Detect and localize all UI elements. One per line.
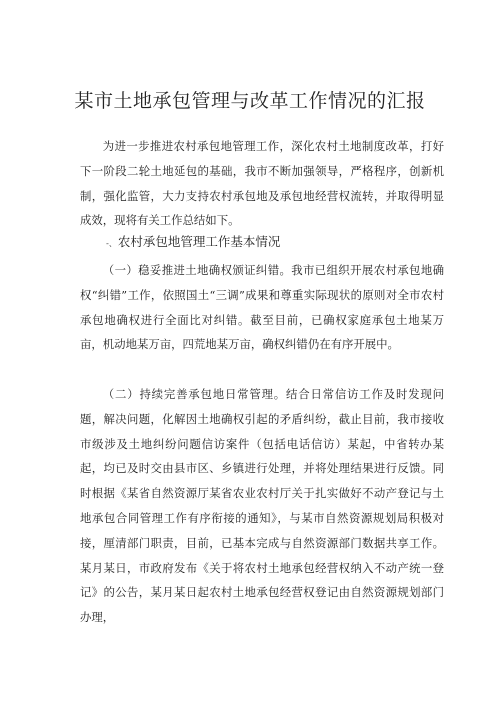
section-heading-text: 农村承包地管理工作基本情况 <box>117 234 281 249</box>
intro-paragraph: 为进一步推进农村承包地管理工作，深化农村土地制度改革，打好下一阶段二轮土地延包的基础，我市不断加强领导，严格程序，创新机制，强化监管，大力支持农村承包地及承包地经营权流转，并取得明显成效，现将有关工作总结如下。 <box>80 139 444 228</box>
document-title: 某市土地承包管理与改革工作情况的汇报 <box>74 90 426 112</box>
section-paragraph-1: （一）稳妥推进土地确权颁证纠错。我市已组织开展农村承包地确权“纠错”工作，依照国土“三调”成果和尊重实际现状的原则对全市农村承包地确权进行全面比对纠错。截至目前，已确权家庭承包土地某万亩，机动地某万亩，四荒地某万亩，确权纠错仍在有序开展中。 <box>80 263 444 352</box>
section-marker: -、 <box>106 239 117 248</box>
section-heading <box>106 232 280 250</box>
section-paragraph-2: （二）持续完善承包地日常管理。结合日常信访工作及时发现问题，解决问题，化解因土地确权引起的矛盾纠纷，截止目前，我市接收市级涉及土地纠纷问题信访案件（包括电话信访）某起，中省转办某起，均已及时交由县市区、乡镇进行处理，并将处理结果进行反馈。同时根据《某省自然资源厅某省农业农村厅关于扎实做好不动产登记与土地承包合同管理工作有序衔接的通知》，与某市自然资源规划局积极对接，厘清部门职责，目前，已基本完成与自然资源部门数据共享工作。某月某日，市政府发布《关于将农村土地承包经营权纳入不动产统一登记》的公告，某月某日起农村土地承包经营权登记由自然资源规划部门办理， <box>80 387 444 625</box>
